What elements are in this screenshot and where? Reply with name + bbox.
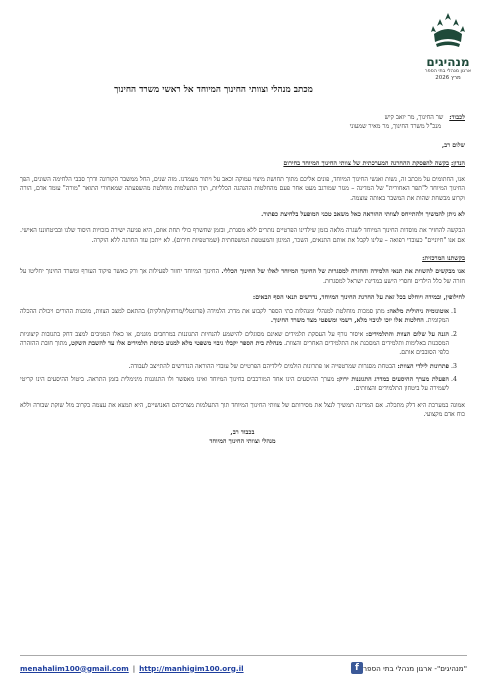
letter-title: מכתב מנהלי וצוותי החינוך המיוחד אל ראשי משרד החינוך [114,85,313,95]
main-request-rest: החינוך המיוחד יחזור לפעילות אך ורק כאשר פיקוד העורף ומשרד החינוך יחליטו על חזרה של כלל הילדים וחסרי הישע במדינת ישראל למסגרות. [20,268,465,285]
paragraph-alternative: לחילופין, ובמידה ויוחלט בכל זאת על החרגת החינוך המיוחד, נדרשים תנאי הסף הבאים: [252,293,465,301]
paragraph-demands: הבקשה להחזיר את מוסדות החינוך המיוחד לשגרה מלאה בזמן שילדינו הפרטיים נותרים ללא מסגרת, ובזמן שחשרף כולי תחת אוזם, היא פגיעה ישירה בזכויות היסוד שלנו ובביטחוננו האישי. אם אנו "חיוניים" כעובדי רפואה – עלינו לקבל את אותם התנאים, השכר, המיגון והמעטפת המשפחתית (שמרטפיות חירום). לא ייתכן עוד החרגה ללא הוקרה. [20,227,465,244]
paragraph-closing: אמונה במערכת היא דלק מתכלה. אם המדינה תמשיך לנצל את מסירותם של צוותי החינוך המיוחד תוך התעלמות מצרכיהם האנושיים, היא תמצא את עצמה בקרוב מול שוקת שבורה וללא כוח אדם מקצועי. [20,401,465,418]
item-text: איסור גורף על העסקת תלמידים שאינם מסוגלים להישמע להנחיות התגוננות במרחבים מוגנים, או כאלו המגיבים למצב דחק בתגובות קיצוניות המסכנות באלימות ותלמידים המסכנת את התלמידים האחרים והצוות. [20,330,449,348]
subject-line [20,159,465,168]
conditions-list [20,307,465,393]
list-item [20,307,449,326]
recipient-minister: שר החינוך, מר יואב קיש [384,114,444,121]
signature-signatories: מנהלי וצוותי החינוך המיוחד [209,438,276,446]
item-heading: הפעלת מערך ההיסעים במדרג התגוננות ירוק: [336,375,449,383]
logo-subtitle: ארגון מנהלי בתי הספר [424,69,472,74]
signature-block [20,428,465,447]
main-request-heading: בקשתנו המרכזית: [422,254,465,262]
list-item [20,362,449,371]
email-link[interactable]: menahalim100@gmail.com [20,663,129,673]
organization-logo [417,10,479,82]
recipient-line-1 [20,113,465,122]
footer [20,662,467,674]
recipient-label: לכבוד: [449,114,465,121]
greeting: שלום רב, [441,141,465,149]
subject-text: בקשה להפסקת ההחרגה המערכתית של צוותי החינוך המיוחד בחירום [283,159,450,167]
subject-label: הנדון: [451,159,465,167]
recipient-director-general: מנכ"ל משרד החינוך, מר מאיר שמעוני [349,123,441,131]
item-heading: פתרונות לילדי הצוות: [397,362,449,370]
item-emphasis: מנהלת בית הספר יקבלו גיבוי משפטי מלא למנוע כניסת תלמידים אלו עד להשבת השקט, [68,340,283,348]
item-text: הבטחת מסגרות שמרטפייה או פתרונות הולמים לילדיהם הפרטיים של עובדי ההוראה הנדרשים להתייצב לעבודה. [128,362,398,370]
crown-emblem-icon [428,10,468,50]
item-heading: הגנה על שלום הצוות והתלמידים: [365,330,449,338]
list-item [20,375,449,394]
item-emphasis: החלטות אלו יוכו לגיבוי מלא, רשמי ומשפטי מצד משרד החינוך. [270,317,424,325]
paragraph-intro: אנו, החתומים על מכתב זה, נשות ואנשי החינוך המיוחד, פונים אליכם מתוך תחושת מיצוי עמוקה וכאב על ויתור מעמדנו. מזה שנים, החל ממשבר הקורונה ודרך סבבי הלחימה השונים, הפך החינוך המיוחד ל"תפר האחורית" של המדינה – מגזר שמורגב מעט אחר פעם מהחלטות ההנהגה הכלליות, תוך התעלמות מוחלטת מהשפעתה שמאחורי התואר "מורה" עומד אדם, הורה וקרוע מבשחת שהות את המשבר באותה עוצמה. [20,176,465,202]
letter-date: מרץ 2026 [435,75,461,81]
item-text: מתן סמכות מוחלטת למנהלי ומנהלות בתי הספר לקבוע את מדרג הלמידה (פרונטלי/מרחוק/חלקית) בהתאם למצב הצוות, מוכנות ההורים ויכולת ההכלה המקומית. [20,308,449,325]
paragraph-main-request [20,267,465,286]
item-text: מערך ההיסעים הינו אחד המורכבים בחינוך המיוחד ואינו מאפשר ולו התגוננות מינימלית בזמן התראה. ביטול ההיסעים הינו קריטי לשמירה על ביטחון התלמידים והצוותים. [20,375,449,393]
list-item [20,330,449,358]
item-heading: אוטונומיה ניהולית מלאה: [387,308,450,316]
facebook-icon[interactable]: f [351,662,363,674]
letter-body [20,113,465,447]
facebook-page-name: "מנהיגים"- ארגון מנהלי בתי הספר [362,663,467,673]
main-request-bold: אנו מבקשים להשוות את תנאי הלמידה והחזרה למסגרות של החינוך המיוחד לאלו של החינוך הכללי. [221,268,465,276]
logo-brand-name: מנהיגים [426,55,470,69]
item-text-tail: מתוך חובת ההזהרה כלפי הסובבים אותם. [20,340,449,357]
signature-salutation: בכבוד רב, [230,429,255,437]
footer-divider [20,655,467,656]
footer-separator: | [132,663,136,673]
website-link[interactable]: http://manhigim100.org.il [139,663,244,673]
paragraph-statement: לא ניתן להמשיך ולהתייחס לצוותי ההוראה כאל משאב טכני המופעל בלחיצת כפתור. [261,211,465,219]
